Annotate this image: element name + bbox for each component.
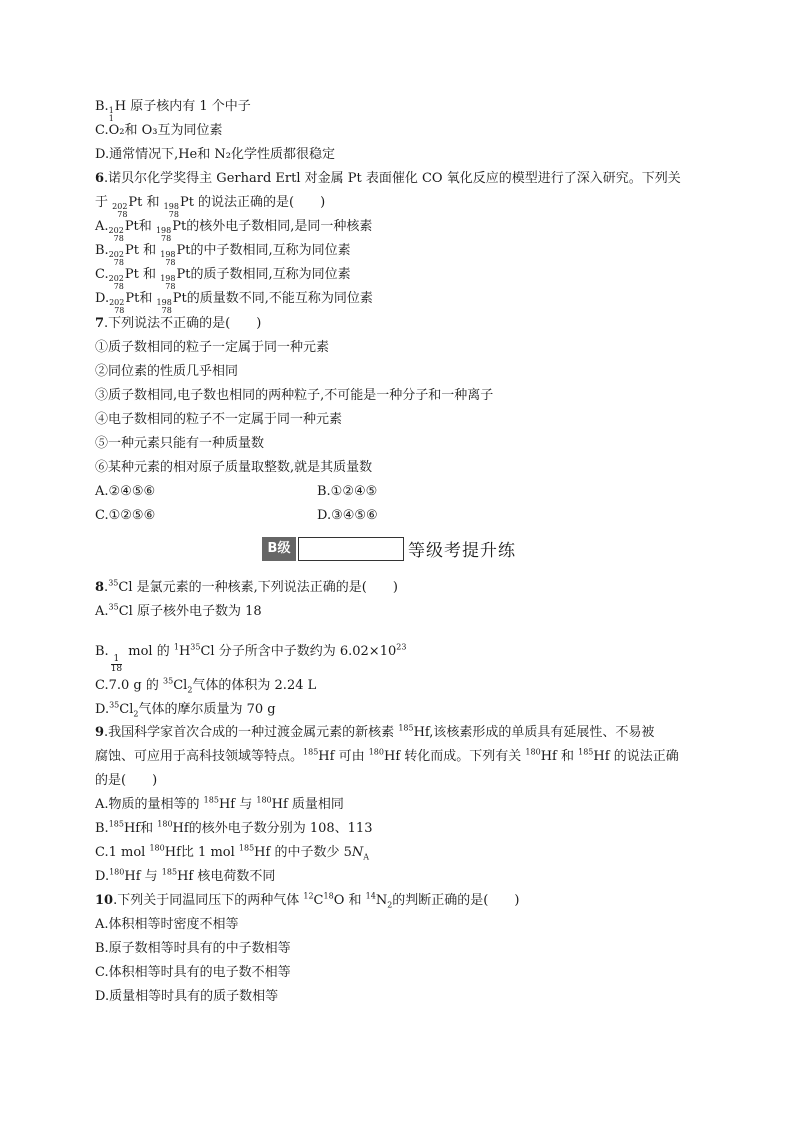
q6-option-b — [95, 242, 699, 267]
question-text: 于 — [95, 195, 113, 210]
element-symbol: Pt — [172, 219, 187, 234]
mass-number: 202 — [108, 226, 124, 235]
option-text: C.1 mol — [95, 845, 150, 860]
element-symbol: Pt — [125, 291, 140, 306]
mass-number: 185 — [203, 795, 219, 805]
option-label: B. — [95, 644, 109, 659]
atomic-number: 78 — [117, 210, 128, 219]
question-number: 7 — [95, 316, 105, 331]
element-symbol: Hf — [384, 749, 401, 764]
q9-stem-line3: 的是( ) — [95, 773, 158, 788]
element-symbol: Hf — [593, 749, 610, 764]
mass-number: 35 — [109, 700, 120, 710]
option-text: Cl 分子所含中子数约为 6.02×10 — [200, 644, 397, 659]
fraction — [111, 655, 122, 674]
mass-number: 202 — [108, 250, 124, 259]
element-symbol: Hf — [540, 749, 557, 764]
option-text: 气体的摩尔质量为 70 g — [138, 702, 276, 717]
q7-option-d: D.③④⑤⑥ — [317, 508, 378, 523]
q7-statement-6: ⑥某种元素的相对原子质量取整数,就是其质量数 — [95, 460, 373, 475]
atomic-number: 78 — [113, 234, 124, 243]
atomic-number: 78 — [165, 258, 176, 267]
question-number: 9 — [95, 725, 105, 740]
pt202-notation — [109, 242, 125, 267]
option-text: 质量相同 — [287, 797, 344, 812]
avogadro-symbol: N — [351, 845, 364, 860]
question-text: .诺贝尔化学奖得主 Gerhard Ertl 对金属 Pt 表面催化 CO 氧化反应的模型进行了深入研究。下列关 — [104, 171, 681, 186]
option-text: 与 — [235, 797, 257, 812]
option-text: 比 1 mol — [180, 845, 239, 860]
section-title: 等级考提升练 — [408, 541, 516, 561]
question-text: .下列关于同温同压下的两种气体 — [113, 893, 304, 908]
element-symbol: Pt — [124, 267, 139, 282]
mass-number: 14 — [365, 891, 376, 901]
mass-number: 180 — [109, 867, 125, 877]
q7-option-c: C.①②⑤⑥ — [95, 508, 156, 523]
option-label: C. — [95, 267, 109, 282]
q7-statement-1: ①质子数相同的粒子一定属于同一种元素 — [95, 340, 330, 355]
mass-number: 198 — [160, 274, 176, 283]
option-label: D. — [95, 869, 110, 884]
mass-number: 180 — [157, 819, 173, 829]
mass-number: 12 — [303, 891, 314, 901]
question-number: 10 — [95, 893, 114, 908]
q9-stem-line1 — [95, 724, 699, 742]
atomic-number: 1 — [108, 114, 114, 123]
mass-number: 198 — [156, 298, 172, 307]
mass-number: 185 — [161, 867, 178, 877]
pt198-notation — [156, 218, 172, 243]
pt202-notation — [109, 290, 125, 315]
q9-option-a — [95, 796, 699, 814]
mass-number: 185 — [108, 819, 124, 829]
option-label: B. — [95, 821, 109, 836]
option-text: 的质量数不同,不能互称为同位素 — [186, 291, 373, 306]
question-text: Pt 的说法正确的是( ) — [179, 195, 326, 210]
q8-option-b — [95, 641, 699, 674]
question-text: 可由 — [334, 749, 369, 764]
element-symbol: H — [178, 644, 191, 659]
question-text: Pt 和 — [128, 195, 164, 210]
mass-number: 198 — [163, 202, 179, 211]
option-text: 与 — [140, 869, 162, 884]
element-symbol: Hf — [271, 797, 288, 812]
level-badge: B级 — [262, 537, 296, 561]
h-isotope-notation — [109, 98, 115, 123]
q10-stem — [95, 892, 699, 910]
exponent: 23 — [396, 642, 407, 652]
mass-number: 185 — [578, 747, 594, 757]
option-text: 和 — [140, 821, 158, 836]
q7-statement-4: ④电子数相同的粒子不一定属于同一种元素 — [95, 412, 343, 427]
option-label: A. — [95, 219, 109, 234]
element-symbol: Hf — [123, 821, 141, 836]
option-label: B. — [95, 99, 109, 114]
atomic-number: 78 — [168, 210, 179, 219]
element-symbol: Hf — [254, 845, 271, 860]
option-text: Cl 原子核外电子数为 18 — [118, 604, 262, 619]
conjunction: 和 — [143, 267, 157, 282]
option-label: C.7.0 g 的 — [95, 678, 164, 693]
question-text: Cl 是氯元素的一种核素,下列说法正确的是( ) — [118, 580, 398, 595]
question-number: 6 — [95, 171, 105, 186]
q8-option-a — [95, 603, 699, 621]
element-symbol: Cl — [173, 678, 188, 693]
q6-option-c — [95, 266, 699, 291]
q10-option-b: B.原子数相等时具有的中子数相等 — [95, 941, 291, 956]
mass-number: 18 — [323, 891, 334, 901]
option-text: 核电荷数不同 — [193, 869, 276, 884]
element-symbol: Pt — [172, 291, 187, 306]
conjunction: 和 — [143, 243, 157, 258]
q7-statement-5: ⑤一种元素只能有一种质量数 — [95, 436, 265, 451]
element-symbol: Hf — [172, 821, 189, 836]
q9-option-b — [95, 820, 699, 838]
q10-option-a: A.体积相等时密度不相等 — [95, 917, 239, 932]
element-symbol: Hf — [177, 869, 194, 884]
option-label: D. — [95, 291, 110, 306]
option-text: mol 的 — [124, 644, 174, 659]
question-text: 的说法正确 — [609, 749, 679, 764]
option-text: 的核外电子数分别为 108、113 — [188, 821, 373, 836]
subscript: 2 — [387, 900, 393, 910]
q9-option-c — [95, 844, 699, 862]
element-symbol: C — [313, 893, 324, 908]
q10-option-c: C.体积相等时具有的电子数不相等 — [95, 965, 291, 980]
question-text: 和 — [556, 749, 579, 764]
question-number: 8 — [95, 580, 105, 595]
mass-number: 202 — [109, 298, 125, 307]
subscript: 2 — [133, 709, 139, 719]
mass-number: 35 — [108, 578, 119, 588]
conjunction: 和 — [139, 291, 153, 306]
fraction-numerator: 1 — [111, 655, 122, 665]
element-symbol: Pt — [176, 267, 191, 282]
option-text: H 原子核内有 1 个中子 — [114, 99, 251, 114]
atomic-number: 78 — [161, 306, 172, 315]
element-symbol: Hf — [318, 749, 335, 764]
atomic-number: 78 — [114, 306, 125, 315]
q8-option-c — [95, 677, 699, 695]
q7-stem — [95, 315, 699, 333]
mass-number: 1 — [173, 642, 179, 652]
q7-options-row2 — [95, 507, 378, 525]
section-banner — [262, 536, 532, 564]
pt202-notation — [112, 194, 128, 219]
atomic-number: 78 — [165, 282, 176, 291]
pt202-notation — [109, 218, 125, 243]
element-symbol: N — [375, 893, 388, 908]
pt198-notation — [160, 266, 176, 291]
question-text: ,该核素形成的单质具有延展性、不易被 — [429, 725, 655, 740]
q9-option-d — [95, 868, 699, 886]
option-label: A. — [95, 604, 109, 619]
mass-number: 180 — [368, 747, 384, 757]
atomic-number: 78 — [161, 234, 172, 243]
question-text: O 和 — [333, 893, 366, 908]
option-text: 的质子数相同,互称为同位素 — [190, 267, 351, 282]
mass-number: 35 — [108, 602, 119, 612]
q7-option-a: A.②④⑤⑥ — [95, 484, 156, 499]
subscript: 2 — [187, 685, 193, 695]
question-text: .下列说法不正确的是( ) — [104, 316, 262, 331]
pt198-notation — [164, 194, 180, 219]
element-symbol: Hf — [413, 725, 430, 740]
q9-stem-line2 — [95, 748, 699, 766]
question-text: 转化而成。下列有关 — [400, 749, 526, 764]
pt198-notation — [160, 242, 176, 267]
element-symbol: Hf — [218, 797, 236, 812]
mass-number: 198 — [155, 226, 172, 235]
q8-option-d — [95, 701, 699, 719]
option-text: A.物质的量相等的 — [95, 797, 204, 812]
conjunction: 和 — [138, 219, 152, 234]
mass-number: 198 — [160, 250, 176, 259]
option-label: B. — [95, 243, 109, 258]
mass-number: 202 — [112, 202, 128, 211]
question-text: .我国科学家首次合成的一种过渡金属元素的新核素 — [104, 725, 399, 740]
q6-stem-line1 — [95, 170, 699, 188]
q6-option-d — [95, 290, 699, 315]
subscript: A — [363, 852, 370, 862]
q7-option-b: B.①②④⑤ — [317, 484, 378, 499]
q7-statement-3: ③质子数相同,电子数也相同的两种粒子,不可能是一种分子和一种离子 — [95, 388, 494, 403]
q5-option-c: C.O₂和 O₃互为同位素 — [95, 123, 223, 138]
q5-option-d: D.通常情况下,He和 N₂化学性质都很稳定 — [95, 147, 335, 162]
mass-number: 180 — [149, 843, 165, 853]
option-text: 的核外电子数相同,是同一种核素 — [186, 219, 373, 234]
mass-number: 185 — [303, 747, 319, 757]
element-symbol: Hf — [164, 845, 181, 860]
element-symbol: Pt — [124, 243, 139, 258]
mass-number: 202 — [108, 274, 124, 283]
element-symbol: Cl — [119, 702, 134, 717]
fraction-denominator: 18 — [110, 664, 123, 674]
mass-number: 180 — [525, 747, 541, 757]
banner-box — [298, 537, 404, 561]
option-label: D. — [95, 702, 110, 717]
q6-option-a — [95, 218, 699, 243]
question-text: 腐蚀、可应用于高科技领域等特点。 — [95, 749, 304, 764]
mass-number: 1 — [108, 106, 114, 115]
option-text: 的中子数相同,互称为同位素 — [190, 243, 351, 258]
element-symbol: Hf — [124, 869, 141, 884]
q8-stem: 8.35Cl 是氯元素的一种核素,下列说法正确的是( ) — [95, 578, 398, 595]
element-symbol: Pt — [124, 219, 139, 234]
pt198-notation — [157, 290, 173, 315]
q7-statement-2: ②同位素的性质几乎相同 — [95, 364, 239, 379]
q6-stem-line2 — [95, 194, 699, 219]
pt202-notation — [109, 266, 125, 291]
option-text: 的中子数少 5 — [270, 845, 352, 860]
atomic-number: 78 — [113, 282, 124, 291]
option-text: 气体的体积为 2.24 L — [192, 678, 317, 693]
question-text: 的判断正确的是( ) — [392, 893, 520, 908]
mass-number: 35 — [163, 676, 174, 686]
q10-option-d: D.质量相等时具有的质子数相等 — [95, 989, 279, 1004]
atomic-number: 78 — [113, 258, 124, 267]
q7-options-row1 — [95, 483, 378, 501]
mass-number: 180 — [256, 795, 272, 805]
q5-option-b — [95, 98, 699, 123]
mass-number: 185 — [238, 843, 255, 853]
mass-number: 185 — [398, 723, 414, 733]
element-symbol: Pt — [176, 243, 191, 258]
mass-number: 35 — [190, 642, 201, 652]
